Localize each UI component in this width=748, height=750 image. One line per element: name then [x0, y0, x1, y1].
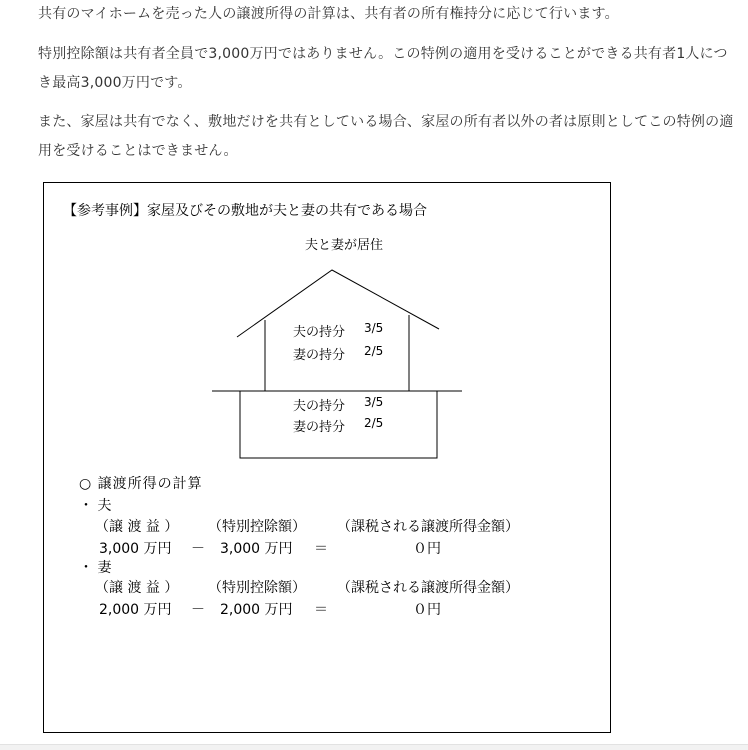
- husband-minus: －: [191, 541, 205, 557]
- deduction-paragraph: 特別控除額は共有者全員で3,000万円ではありません。この特例の適用を受けることができる共有者1人につき最高3,000万円です。: [38, 46, 728, 91]
- wife-taxable-header: （課税される譲渡所得金額）: [337, 580, 519, 596]
- husband-equals: ＝: [314, 541, 328, 557]
- husband-gain: 3,000 万円: [99, 541, 172, 557]
- husband-gain-header: （譲 渡 益 ）: [95, 519, 179, 535]
- wife-deduction: 2,000 万円: [220, 602, 293, 618]
- house-diagram: [44, 183, 612, 734]
- intro-paragraph: 共有のマイホームを売った人の譲渡所得の計算は、共有者の所有権持分に応じて行います。: [38, 6, 619, 22]
- wife-minus: －: [191, 602, 205, 618]
- example-box: [43, 182, 611, 733]
- husband-deduction: 3,000 万円: [220, 541, 293, 557]
- husband-deduction-header: （特別控除額）: [208, 519, 306, 535]
- wife-gain: 2,000 万円: [99, 602, 172, 618]
- land-only-paragraph: また、家屋は共有でなく、敷地だけを共有としている場合、家屋の所有者以外の者は原則としてこの特例の適用を受けることはできません。: [38, 114, 734, 159]
- land-wife-share: 2/5: [364, 416, 384, 430]
- husband-result: ０円: [413, 541, 441, 557]
- house-husband-share: 3/5: [364, 321, 384, 335]
- wife-bullet: ・ 妻: [79, 560, 112, 576]
- house-husband-label: 夫の持分: [293, 325, 346, 340]
- residence-label: 夫と妻が居住: [305, 238, 384, 253]
- wife-equals: ＝: [314, 602, 328, 618]
- land-husband-share: 3/5: [364, 395, 384, 409]
- example-title: 【参考事例】家屋及びその敷地が夫と妻の共有である場合: [63, 203, 427, 219]
- land-wife-label: 妻の持分: [293, 420, 346, 435]
- calc-heading: ○ 譲渡所得の計算: [79, 476, 203, 492]
- land-husband-label: 夫の持分: [293, 399, 346, 414]
- wife-gain-header: （譲 渡 益 ）: [95, 580, 179, 596]
- wife-result: ０円: [413, 602, 441, 618]
- house-wife-share: 2/5: [364, 344, 384, 358]
- house-wife-label: 妻の持分: [293, 348, 346, 363]
- page-bottom-divider: [0, 744, 748, 750]
- husband-taxable-header: （課税される譲渡所得金額）: [337, 519, 519, 535]
- husband-bullet: ・ 夫: [79, 498, 112, 514]
- wife-deduction-header: （特別控除額）: [208, 580, 306, 596]
